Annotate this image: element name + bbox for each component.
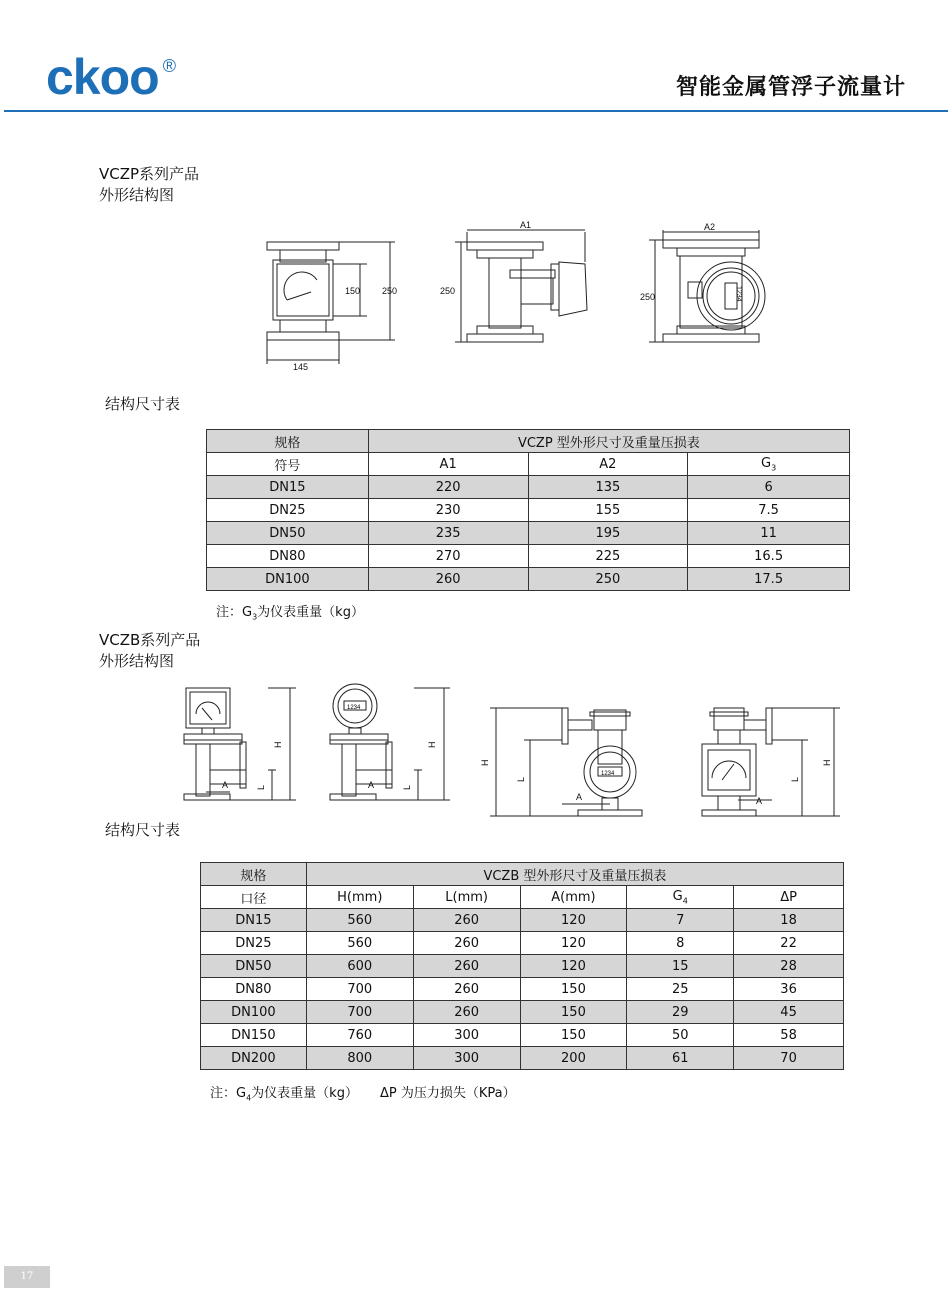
vczb-dim-h-2: H — [427, 741, 437, 748]
table-row: DN15 560 260 120 7 18 — [201, 909, 844, 932]
vczp-display-readout: 1234 — [735, 286, 742, 302]
vczp-dim-a1: A1 — [520, 220, 532, 230]
col-l-header: L(mm) — [413, 886, 520, 909]
bore-header: 口径 — [201, 886, 307, 909]
vczb-dim-h-1: H — [273, 741, 283, 748]
symbol-header: 符号 — [207, 453, 369, 476]
vczp-outline-drawing — [255, 212, 785, 377]
table-row: DN100 700 260 150 29 45 — [201, 1001, 844, 1024]
col-dp-header: ΔP — [734, 886, 844, 909]
registered-mark: ® — [162, 56, 175, 77]
spec-header: 规格 — [207, 430, 369, 453]
vczb-dim-a-2: A — [368, 780, 375, 790]
table-header-row — [207, 430, 850, 453]
table-row: DN15 220 135 6 — [207, 476, 850, 499]
vczp-side-view — [455, 230, 587, 342]
vczp-dim-145: 145 — [293, 362, 309, 372]
brand-logo — [46, 49, 175, 105]
brand-name: ckoo — [46, 49, 159, 105]
vczb-outline-subtitle: 外形结构图 — [99, 652, 175, 670]
table-row: DN150 760 300 150 50 58 — [201, 1024, 844, 1047]
vczb-view-4 — [702, 708, 840, 816]
vczp-dimension-table — [206, 429, 850, 591]
table-header-row — [201, 863, 844, 886]
vczp-top-view — [649, 230, 765, 342]
page-title: 智能金属管浮子流量计 — [675, 75, 906, 100]
vczb-display-readout-3: 1234 — [601, 771, 615, 777]
vczp-table-heading: 结构尺寸表 — [105, 395, 181, 413]
vczp-dim-a2: A2 — [704, 222, 716, 232]
table-row: DN200 800 300 200 61 70 — [201, 1047, 844, 1070]
table-subheader-row — [207, 453, 850, 476]
vczb-dim-a-3: A — [576, 792, 583, 802]
table-row: DN50 600 260 120 15 28 — [201, 955, 844, 978]
vczb-dim-l-4: L — [790, 776, 800, 782]
table-row: DN25 230 155 7.5 — [207, 499, 850, 522]
vczb-series-title: VCZB系列产品 — [99, 631, 201, 649]
vczp-section-heading — [99, 164, 199, 206]
spec-header: 规格 — [201, 863, 307, 886]
vczb-dim-h-4: H — [822, 759, 832, 766]
vczp-table-note: 注：$G_3$为仪表重量（kg） — [216, 605, 364, 622]
vczb-dim-a-4: A — [756, 796, 763, 806]
table-subheader-row — [201, 886, 844, 909]
vczb-dim-h-3: H — [480, 759, 490, 766]
vczb-dim-l-2: L — [402, 784, 412, 790]
col-g3-header: $G_3$ — [688, 453, 850, 476]
vczp-dim-150: 150 — [345, 286, 361, 296]
col-a-header: A(mm) — [520, 886, 627, 909]
vczb-table-note: 注：$G_4$为仪表重量（kg） ΔP 为压力损失（KPa） — [210, 1086, 516, 1103]
vczp-series-title: VCZP系列产品 — [99, 165, 200, 183]
table-row: DN25 560 260 120 8 22 — [201, 932, 844, 955]
group-title-header: VCZP 型外形尺寸及重量压损表 — [368, 430, 849, 453]
vczb-dim-l-3: L — [516, 776, 526, 782]
table-row: DN100 260 250 17.5 — [207, 568, 850, 591]
vczp-dim-250: 250 — [382, 286, 398, 296]
table-row: DN50 235 195 11 — [207, 522, 850, 545]
vczb-view-3 — [490, 708, 642, 816]
vczb-section-heading — [99, 630, 200, 672]
table-row: DN80 270 225 16.5 — [207, 545, 850, 568]
vczp-front-view — [267, 242, 398, 364]
vczb-dim-l-1: L — [256, 784, 266, 790]
group-title-header: VCZB 型外形尺寸及重量压损表 — [306, 863, 843, 886]
col-g4-header: $G_4$ — [627, 886, 734, 909]
col-a1-header: A1 — [368, 453, 528, 476]
header-divider — [4, 110, 948, 112]
vczp-dim-250-top: 250 — [640, 292, 656, 302]
page-number: 17 — [4, 1266, 50, 1288]
col-h-header: H(mm) — [306, 886, 413, 909]
vczp-dim-250-side: 250 — [440, 286, 456, 296]
vczb-dimension-table — [200, 862, 844, 1070]
vczb-dim-a-1: A — [222, 780, 229, 790]
table-row: DN80 700 260 150 25 36 — [201, 978, 844, 1001]
vczb-table-heading: 结构尺寸表 — [105, 821, 181, 839]
col-a2-header: A2 — [528, 453, 688, 476]
vczb-display-readout-2: 1234 — [347, 705, 361, 711]
vczb-outline-drawing — [178, 682, 858, 824]
vczp-outline-subtitle: 外形结构图 — [99, 186, 175, 204]
